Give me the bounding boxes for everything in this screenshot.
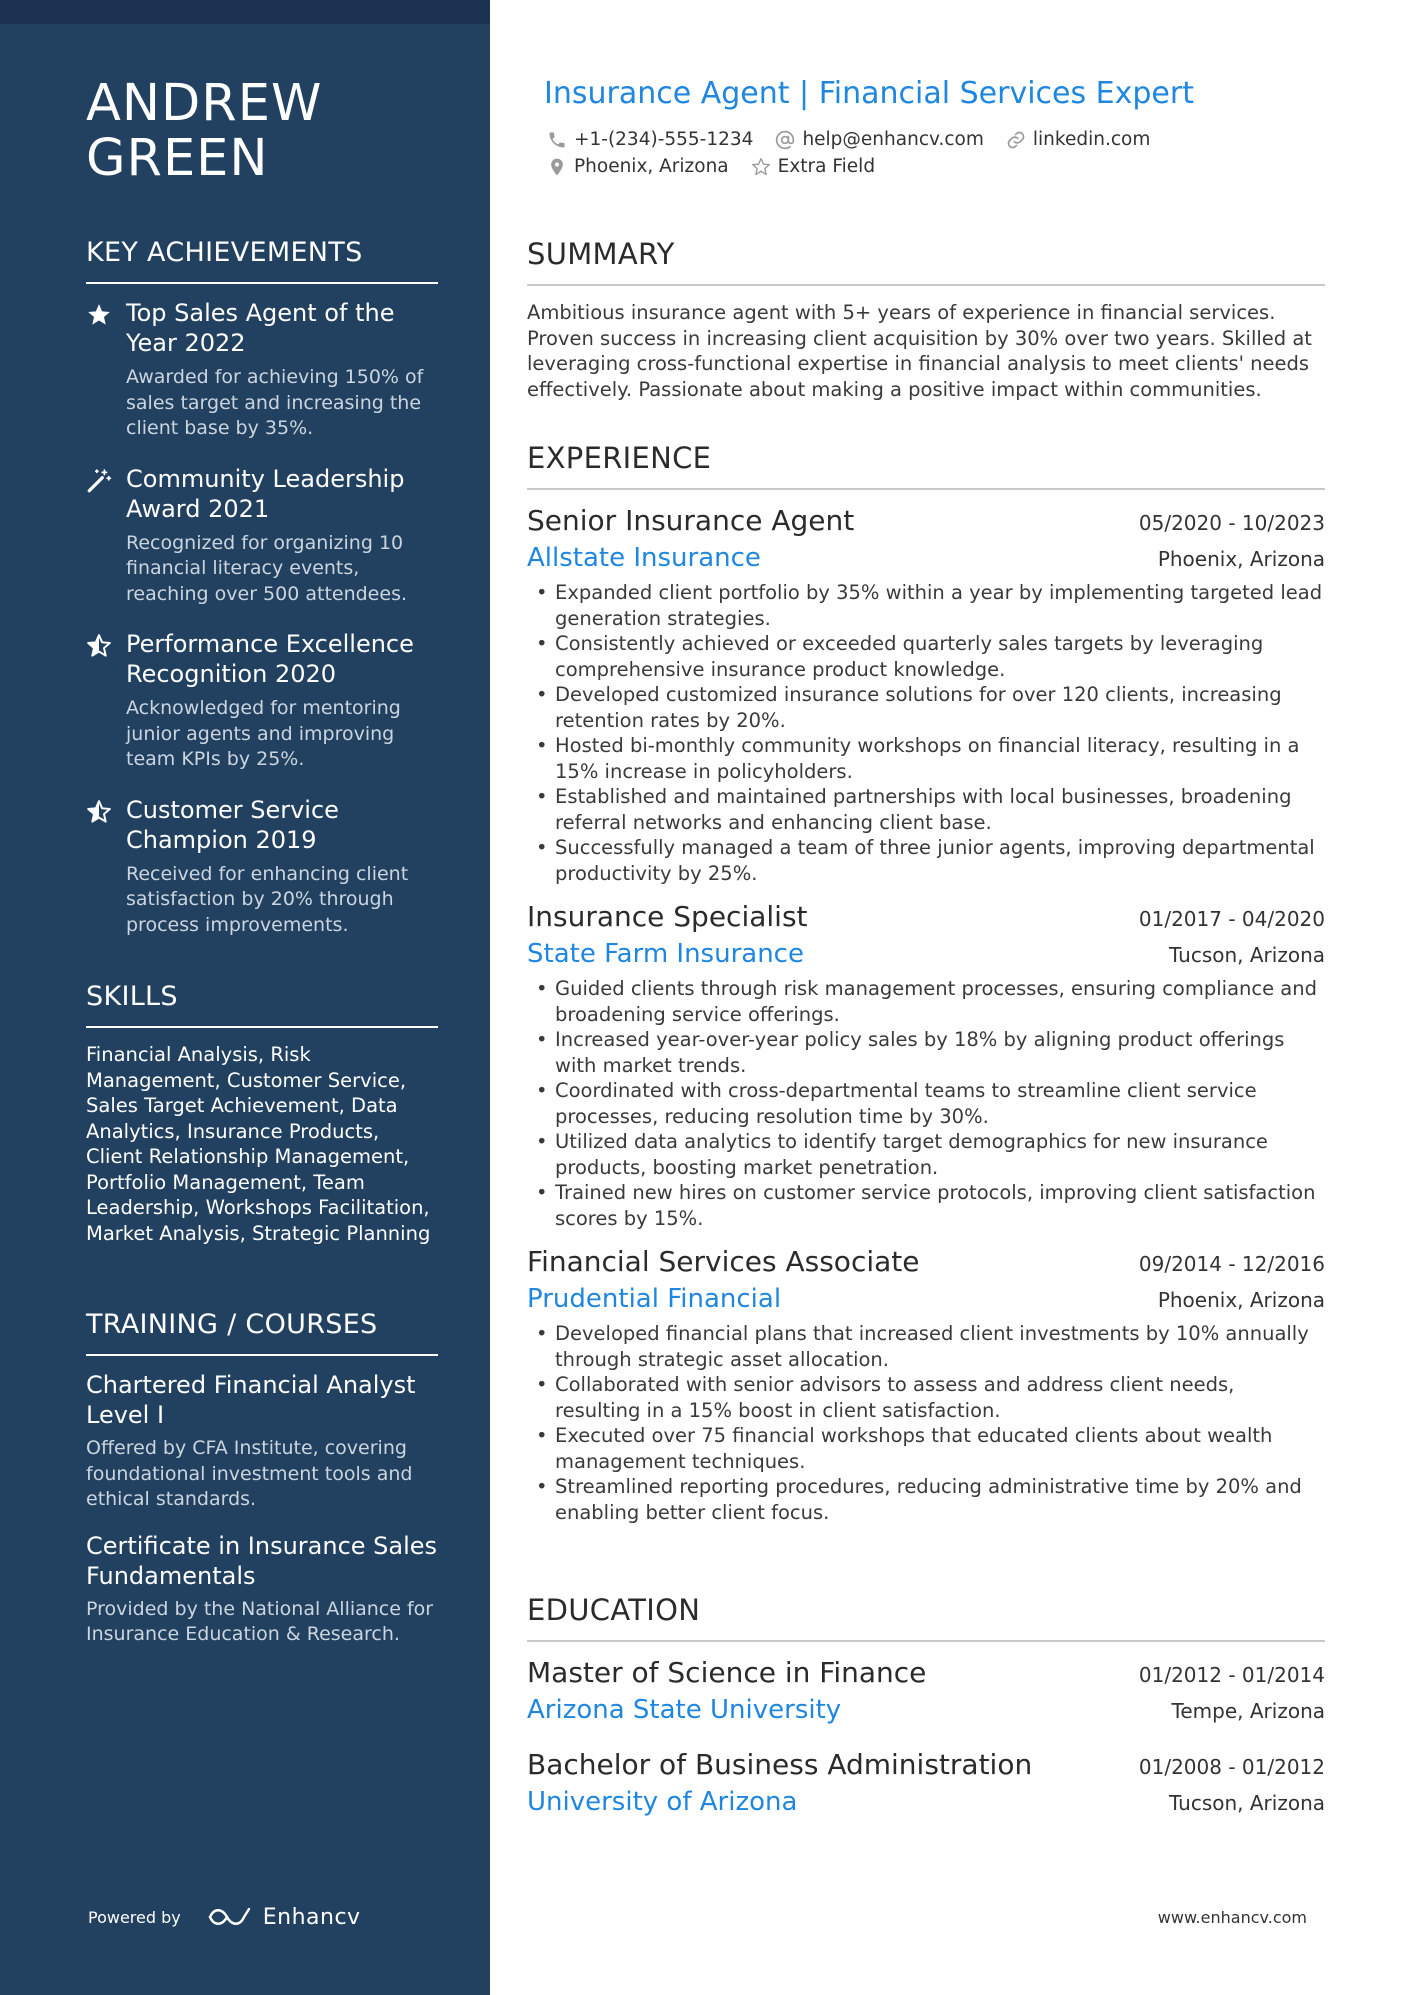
skills-heading: SKILLS [86, 980, 438, 1028]
courses-section [86, 1308, 438, 1666]
contact-email[interactable] [775, 129, 983, 150]
achievement-desc: Acknowledged for mentoring junior agents and improving team KPIs by 25%. [126, 697, 401, 770]
powered-by [88, 1904, 361, 1930]
job-location: Phoenix, Arizona [1157, 1288, 1325, 1312]
at-sign-icon [775, 130, 795, 150]
sidebar-top-bar [0, 0, 490, 24]
link-icon [1006, 130, 1026, 150]
job-company: Prudential Financial [527, 1284, 782, 1314]
job-entry [527, 1243, 1325, 1525]
achievement-desc: Received for enhancing client satisfaction by 20% through process improvements. [126, 862, 409, 936]
job-bullet: • Consistently achieved or exceeded quarterly sales targets by leveraging comprehensive insurance product knowledge. [527, 631, 1325, 682]
job-bullet: • Developed financial plans that increased client investments by 10% annually through strategic asset allocation. [527, 1321, 1325, 1372]
achievement-desc: Recognized for organizing 10 financial literacy events, reaching over 500 attendees. [126, 531, 408, 605]
job-location: Phoenix, Arizona [1157, 547, 1325, 571]
contact-info [547, 126, 1307, 180]
contact-location [547, 156, 729, 177]
course-item [86, 1370, 438, 1513]
achievement-desc: Awarded for achieving 150% of sales target and increasing the client base by 35%. [126, 366, 424, 439]
job-bullet: • Guided clients through risk management processes, ensuring compliance and broadening service offerings. [527, 976, 1325, 1027]
job-title: Insurance Specialist [527, 900, 808, 933]
contact-linkedin[interactable] [1006, 129, 1150, 150]
course-title: Chartered Financial Analyst Level I [86, 1371, 416, 1429]
course-desc: Provided by the National Alliance for Insurance Education & Research. [86, 1597, 434, 1645]
sidebar [0, 0, 490, 1995]
education-heading: EDUCATION [527, 1592, 1325, 1642]
phone-icon [547, 130, 567, 150]
enhancv-brand-name: Enhancv [262, 1904, 361, 1930]
education-section [527, 1592, 1325, 1820]
achievement-title: Customer Service Champion 2019 [126, 795, 339, 854]
education-dates: 01/2008 - 01/2012 [1138, 1755, 1325, 1779]
email-text: help@enhancv.com [802, 129, 984, 150]
education-entry [527, 1746, 1325, 1820]
experience-section [527, 440, 1325, 1525]
contact-row [547, 126, 1307, 153]
course-desc: Offered by CFA Institute, covering foundational investment tools and ethical standards. [86, 1437, 413, 1510]
education-header [527, 1746, 1325, 1784]
job-bullet: • Coordinated with cross-departmental teams to streamline client service processes, reducing resolution time by 30%. [527, 1078, 1325, 1129]
achievement-title: Top Sales Agent of the Year 2022 [126, 299, 395, 357]
job-dates: 01/2017 - 04/2020 [1138, 907, 1325, 931]
achievement-item [86, 795, 438, 939]
contact-phone[interactable] [547, 129, 753, 150]
job-bullets [527, 1321, 1325, 1525]
star-half-icon [86, 799, 112, 825]
location-text: Phoenix, Arizona [574, 156, 729, 177]
degree-title: Master of Science in Finance [527, 1656, 927, 1689]
job-bullet: • Developed customized insurance solutions for over 120 clients, increasing retention rates by 20%. [527, 682, 1325, 733]
courses-heading: TRAINING / COURSES [86, 1308, 438, 1356]
magic-wand-icon [86, 468, 112, 494]
achievements-section [86, 236, 438, 960]
summary-section [527, 236, 1325, 402]
course-item [86, 1531, 438, 1648]
contact-extra [751, 156, 875, 177]
summary-heading: SUMMARY [527, 236, 1325, 286]
education-subheader [527, 1784, 1325, 1820]
main-content [527, 0, 1325, 1995]
job-header [527, 502, 1325, 540]
achievement-item [86, 629, 438, 773]
job-bullets [527, 976, 1325, 1231]
job-bullet: • Streamlined reporting procedures, reducing administrative time by 20% and enabling better client focus. [527, 1474, 1325, 1525]
skills-section [86, 980, 438, 1246]
achievement-item [86, 298, 438, 442]
footer-website-link[interactable]: www.enhancv.com [1157, 1908, 1307, 1927]
job-dates: 05/2020 - 10/2023 [1138, 511, 1325, 535]
job-subheader [527, 936, 1325, 972]
job-subheader [527, 1281, 1325, 1317]
education-subheader [527, 1692, 1325, 1728]
phone-text: +1-(234)-555-1234 [574, 129, 754, 150]
achievement-title: Performance Excellence Recognition 2020 [126, 630, 414, 688]
job-company: Allstate Insurance [527, 543, 761, 573]
skills-list: Financial Analysis, Risk Management, Customer Service, Sales Target Achievement, Data Analytics, Insurance Products, Client Relationship Management, Portfolio Management, Team Leadership, Workshops Facilitation, Market Analysis, Strategic Planning [86, 1043, 431, 1245]
extra-field-text: Extra Field [777, 156, 876, 177]
location-pin-icon [547, 157, 567, 177]
achievement-title: Community Leadership Award 2021 [126, 464, 405, 523]
course-title: Certificate in Insurance Sales Fundamentals [86, 1531, 438, 1590]
enhancv-brand[interactable] [207, 1904, 361, 1930]
degree-title: Bachelor of Business Administration [527, 1748, 1033, 1781]
school-location: Tucson, Arizona [1168, 1791, 1325, 1815]
experience-heading: EXPERIENCE [527, 440, 1325, 490]
job-header [527, 898, 1325, 936]
job-header [527, 1243, 1325, 1281]
summary-text: Ambitious insurance agent with 5+ years of experience in financial services. Proven success in increasing client acquisition by 30% over two years. Skilled at leveraging cross-functional expertise in financial analysis to meet clients' needs effectively. Passionate about making a positive impact within communities. [527, 301, 1312, 401]
education-dates: 01/2012 - 01/2014 [1138, 1663, 1325, 1687]
job-bullet: • Utilized data analytics to identify target demographics for new insurance products, boosting market penetration. [527, 1129, 1325, 1180]
headline: Insurance Agent | Financial Services Expert [544, 76, 1194, 111]
achievements-heading: KEY ACHIEVEMENTS [86, 236, 438, 284]
job-entry [527, 898, 1325, 1231]
education-entry [527, 1654, 1325, 1728]
achievement-item [86, 464, 438, 608]
education-header [527, 1654, 1325, 1692]
job-bullet: • Increased year-over-year policy sales by 18% by aligning product offerings with market trends. [527, 1027, 1325, 1078]
linkedin-text: linkedin.com [1032, 129, 1151, 150]
job-bullet: • Trained new hires on customer service protocols, improving client satisfaction scores by 15%. [527, 1180, 1325, 1231]
job-bullet: • Collaborated with senior advisors to assess and address client needs, resulting in a 15% boost in client satisfaction. [527, 1372, 1325, 1423]
job-subheader [527, 540, 1325, 576]
job-bullet: • Executed over 75 financial workshops that educated clients about wealth management techniques. [527, 1423, 1325, 1474]
job-title: Senior Insurance Agent [527, 504, 855, 537]
job-bullets [527, 580, 1325, 886]
powered-by-label: Powered by [88, 1907, 181, 1927]
job-company: State Farm Insurance [527, 939, 804, 969]
star-icon [86, 302, 112, 328]
school-name: Arizona State University [527, 1695, 842, 1725]
job-bullet: • Hosted bi-monthly community workshops on financial literacy, resulting in a 15% increase in policyholders. [527, 733, 1325, 784]
star-half-icon [86, 633, 112, 659]
job-bullet: • Established and maintained partnerships with local businesses, broadening referral networks and enhancing client base. [527, 784, 1325, 835]
job-bullet: • Expanded client portfolio by 35% within a year by implementing targeted lead generation strategies. [527, 580, 1325, 631]
job-bullet: • Successfully managed a team of three junior agents, improving departmental productivity by 25%. [527, 835, 1325, 886]
job-dates: 09/2014 - 12/2016 [1138, 1252, 1325, 1276]
contact-row [547, 153, 1307, 180]
enhancv-logo-icon [207, 1904, 253, 1930]
job-location: Tucson, Arizona [1168, 943, 1325, 967]
job-title: Financial Services Associate [527, 1245, 920, 1278]
school-location: Tempe, Arizona [1171, 1699, 1325, 1723]
star-outline-icon [751, 157, 771, 177]
candidate-name: ANDREW GREEN [86, 74, 323, 188]
job-entry [527, 502, 1325, 886]
school-name: University of Arizona [527, 1787, 798, 1817]
